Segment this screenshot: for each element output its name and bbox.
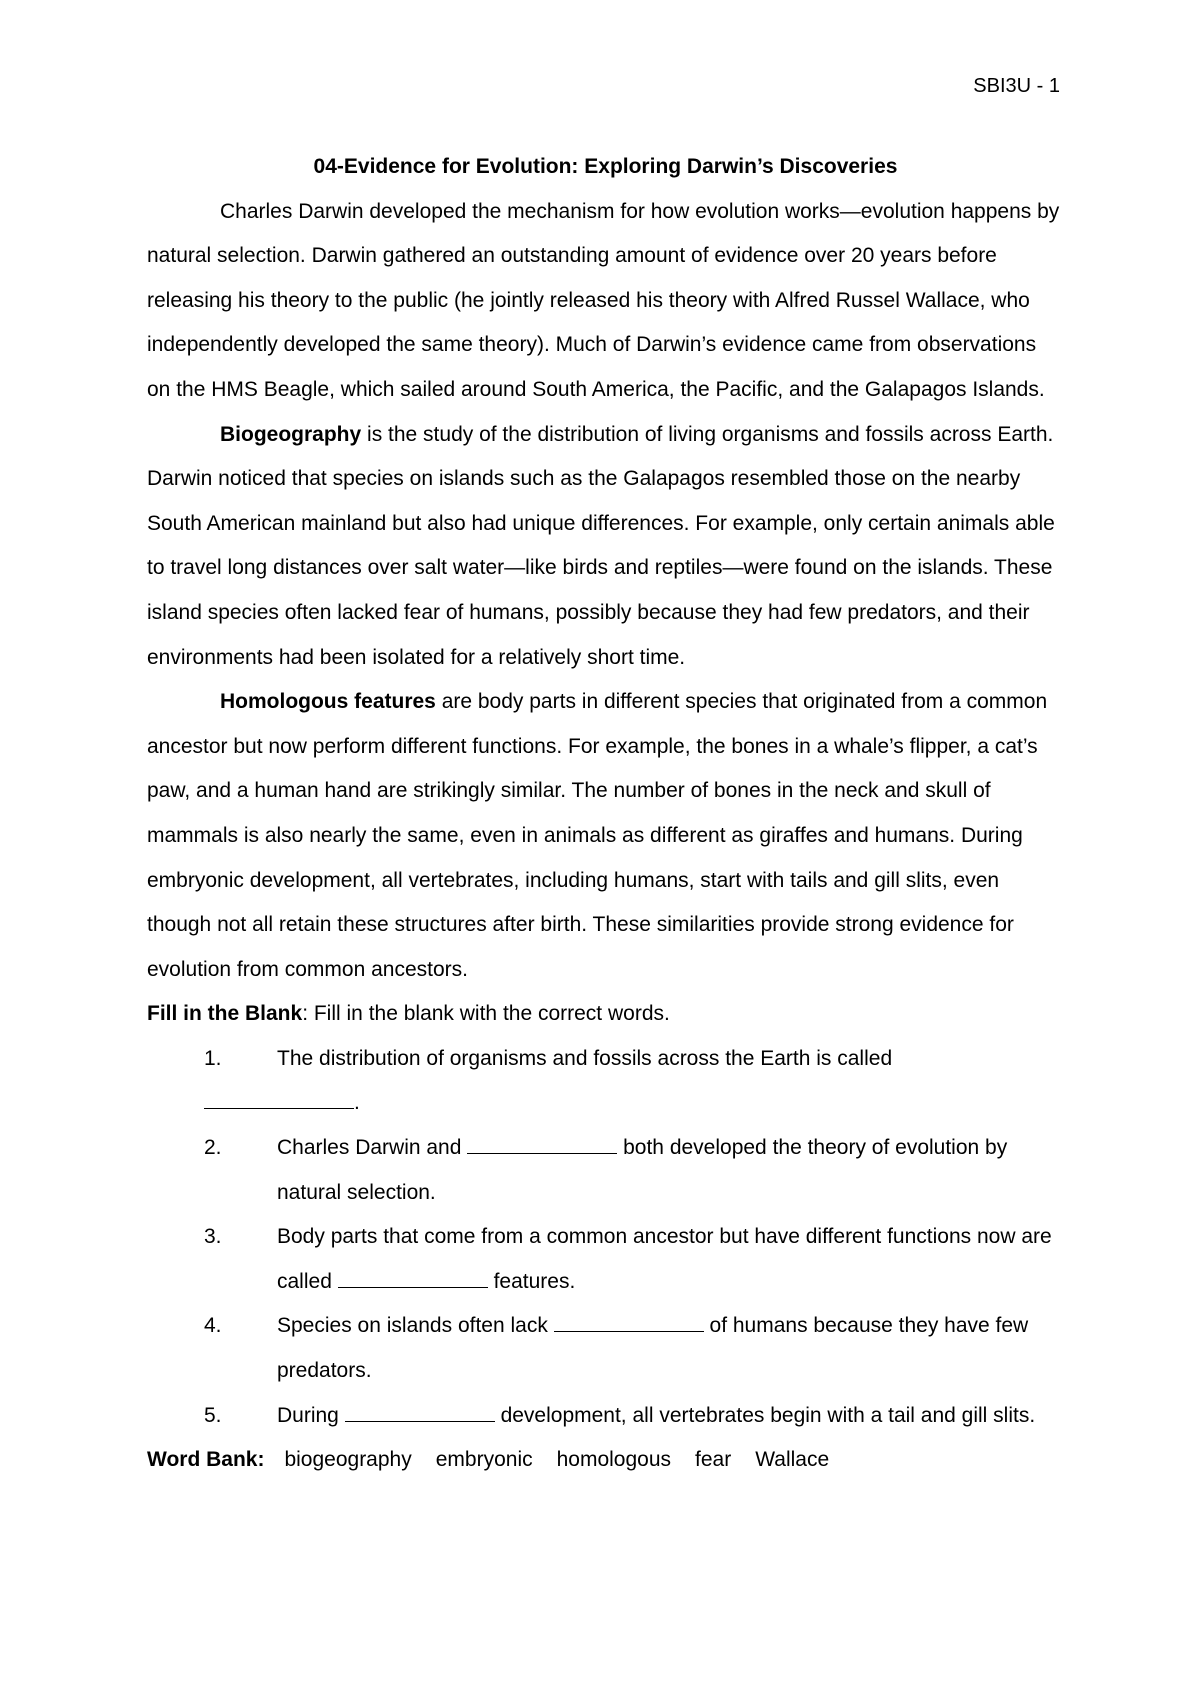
document-title: 04-Evidence for Evolution: Exploring Darwin’s Discoveries xyxy=(313,155,898,178)
question-text: Body parts that come from a common ancestor but have different functions now are called features. xyxy=(277,1225,1052,1293)
word-bank-item: biogeography xyxy=(284,1448,412,1472)
question-number: 4. xyxy=(204,1314,222,1338)
document-body xyxy=(147,145,1064,1483)
question-text: The distribution of organisms and fossils across the Earth is called . xyxy=(277,1037,1064,1126)
answer-blank[interactable] xyxy=(338,1267,488,1288)
word-bank-item: homologous xyxy=(556,1448,672,1472)
word-bank-item: fear xyxy=(695,1448,732,1472)
fill-in-instruction: : Fill in the blank with the correct words. xyxy=(302,1002,670,1026)
word-bank xyxy=(147,1438,1064,1483)
word-bank-label: Word Bank: xyxy=(147,1448,265,1472)
biogeography-term: Biogeography xyxy=(220,422,362,446)
answer-blank[interactable] xyxy=(554,1311,704,1332)
fill-in-label: Fill in the Blank xyxy=(147,1002,303,1026)
homologous-term: Homologous features xyxy=(220,690,436,714)
word-bank-item: embryonic xyxy=(435,1448,533,1472)
question-text: Species on islands often lack of humans because they have few predators. xyxy=(277,1304,1064,1393)
intro-paragraph: Charles Darwin developed the mechanism for how evolution works—evolution happens by natural selection. Darwin gathered an outstanding amount of evidence over 20 years before releasing his theory to the public (he jointly released his theory with Alfred Russel Wallace, who independently developed the same theory). Much of Darwin’s evidence came from observations on the HMS Beagle, which sailed around South America, the Pacific, and the Galapagos Islands. xyxy=(147,199,1060,401)
homologous-paragraph xyxy=(147,680,1064,992)
question-number: 2. xyxy=(204,1136,222,1160)
course-code: SBI3U - 1 xyxy=(973,75,1060,97)
question-list xyxy=(147,1037,1064,1438)
homologous-text: are body parts in different species that originated from a common ancestor but now perform different functions. For example, the bones in a whale’s flipper, a cat’s paw, and a human hand are strikingly similar. The number of bones in the neck and skull of mammals is also nearly the same, even in animals as different as giraffes and humans. During embryonic development, all vertebrates, including humans, start with tails and gill slits, even though not all retain these structures after birth. These similarities provide strong evidence for evolution from common ancestors. xyxy=(147,690,1048,981)
question-item xyxy=(204,1394,1064,1439)
answer-blank[interactable] xyxy=(204,1088,354,1109)
question-text: Charles Darwin and both developed the theory of evolution by natural selection. xyxy=(277,1126,1064,1215)
question-number: 3. xyxy=(204,1225,222,1249)
question-item xyxy=(204,1037,1064,1126)
question-text: During development, all vertebrates begin with a tail and gill slits. xyxy=(277,1394,1064,1439)
question-number: 5. xyxy=(204,1403,222,1427)
biogeography-text: is the study of the distribution of living organisms and fossils across Earth. Darwin noticed that species on islands such as the Galapagos resembled those on the nearby South American mainland but also had unique differences. For example, only certain animals able to travel long distances over salt water—like birds and reptiles—were found on the islands. These island species often lacked fear of humans, possibly because they had few predators, and their environments had been isolated for a relatively short time. xyxy=(147,422,1055,669)
fill-in-heading xyxy=(147,992,1064,1037)
answer-blank[interactable] xyxy=(467,1133,617,1154)
question-item xyxy=(204,1126,1064,1215)
biogeography-paragraph xyxy=(147,413,1064,681)
answer-blank[interactable] xyxy=(345,1401,495,1422)
question-item xyxy=(204,1304,1064,1393)
question-number: 1. xyxy=(204,1046,222,1070)
question-item xyxy=(204,1215,1064,1304)
word-bank-item: Wallace xyxy=(755,1448,830,1472)
